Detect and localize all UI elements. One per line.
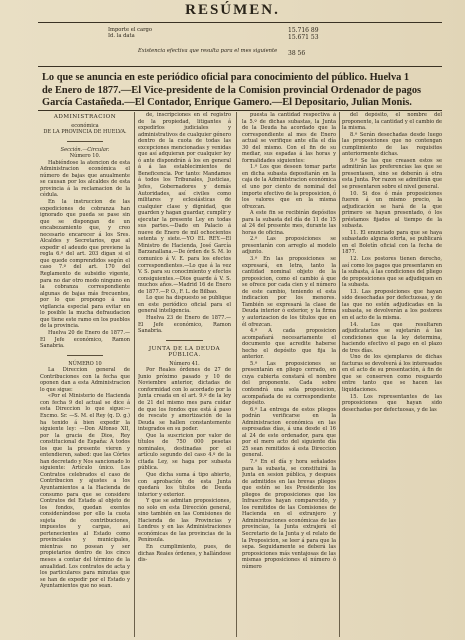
separator <box>67 141 103 142</box>
paragraph: 4.ª A cada proposicion acompañará necesariamente el documento que acredite haberse hecho el depósito que fija la anterior. <box>242 328 336 361</box>
paragraph: Que la suscricion por valor de títulos de 750 000 pesetas nominales, destinadas por el artículo segundo del caso 4.º de la citada Ley, se haga por subasta pública. <box>138 432 231 472</box>
masthead: RESÚMEN. <box>185 2 280 18</box>
column-4 <box>342 112 442 637</box>
section-heading: ADMINISTRACION <box>53 114 117 120</box>
paragraph: Que dicha suma á tipo abierto, con aprobación de esta Junta quedará los títulos de Deuda interior y exterior. <box>138 471 231 498</box>
paragraph: «Por el Ministerio de Hacienda con fecha 9 del actual se dice á esta Direccion lo que sigue:—Excmo. Sr. —S. M. el Rey (q. D. g.) ha tenido á bien expedir la siguiente ley: —Don Alfonso XII, por la gracia de Dios, Rey constitucional de España: A todos los que la presente vieren y entendieren, sabed: que las Córtes han decretado y Nos sancionado lo siguiente: Artículo único. Los Contratos celebrados el caso de Contribucion y ajustes a los Ayuntamientos a la Hacienda de consumo para que se considere Contratos del Estado al objeto de los fondos, quedan exentos considerándose por ello la cuota sujeta de contribuciones, impuestos y cargas, así pertenecientes al Estado como provinciales y municipales, mientras no posean y ser propietarios dentro de los cinco meses a contar del término de la anualidad. Los contratos de acta y los particulares para minutas que se han de expedir por el Estado y Ayuntamientos que no sean. <box>40 393 130 590</box>
section-number: Número 41. <box>169 360 200 367</box>
paragraph: 12. Los postores tienen derecho, así como los pagos que presentaren en la subasta, á las condiciones del pliego de proposiciones que se adjudiquen en la subasta. <box>342 256 442 289</box>
summary-row <box>108 33 360 39</box>
summary-value: 15.671 53 <box>288 34 319 41</box>
summary-block <box>108 27 360 60</box>
announcement-banner <box>42 72 464 110</box>
paragraph: de, inscripciones en el registro de la propiedad, litigantes á expedirlos judiciales y administrativos de cualquier género dentro de la cuota de todas las excepciones mencionadas y venidas que así adquieran por cualquier ley ó ante dispondrán á los en general á á las establecimientos de Beneficencia. Por tanto: Mandamos á todos los Tribunales, Justicias, Jefes, Gobernadores y demás Autoridades, así civiles como militares y eclesiásticas de cualquier clase y dignidad, que guarden y hagan guardar, cumplir y ejecutar la presente Ley en todas sus partes.—Dado en Palacio á nueve de Enero de mil ochocientos setenta y siete.—YO EL REY.—El Ministro de Hacienda, José García Barzanallana.—De órden de S. M. lo comunico á V. E. para los efectos correspondientes.—Lo que á la vez V. S. para su conocimiento y efectos consiguientes.—Dios guarde á V. S. muchos años.—Madrid 16 de Enero de 1877.—P. O., F. L. de Bilbao. <box>138 112 231 295</box>
section-type: Sección.—Circular. <box>60 146 110 153</box>
paragraph: 11. El enunciado para que se haya subastado alguna oferta, se publicará en el Boletín oficial con la fecha de 1877. <box>342 229 442 256</box>
paragraph: Por Reales órdenes de 27 de Junio próximo pasado y 10 de Noviembre anterior, dictadas de conformidad con lo acordado por la Junta creada en el art. 9.º de la ley de 21 del mismo mes para cuidar de que los fondos que está á paso de rescate y amortización de la Deuda se hallen constantemente integrados en su poder. <box>138 367 231 433</box>
paragraph: Lo que ha dispuesto se publique en este periódico oficial para el general inteligencia. <box>138 295 231 315</box>
column-1 <box>40 112 130 637</box>
header-rule <box>38 22 442 23</box>
paragraph: Habiéndose la atencion de esta Administracion económica el número de bajas que anualmente se causan por los alcaldes de esta provincia á la reclamacion de la cédula. <box>40 159 130 199</box>
banner-line: Lo que se anuncia en este periódico oficial para conocimiento del público. Huelva 1 <box>42 72 410 83</box>
paragraph: 14. Los que resultaren adjudicatarios se sujetarán á las condiciones que la ley determina, haciendo efectivo el pago en el plazo de tres días. <box>342 321 442 354</box>
column-divider <box>134 112 135 637</box>
paragraph: puesta la cantidad respectiva á la 5.º de dichas subastas, la Junta de la Deuda ha acordado que la correspondiente al mes de Enero actual se verifique ante ella el día 30 del mismo. Con el fin de su mediar, sus espadas á las horas y formalidades siguientes: <box>242 112 336 164</box>
paragraph: En la instruccion de las expediciones de cobranza han ignorado que pueda se pase sin que se dispongan de un encabezamiento que, y creo necesario encarecer á los Sres. Alcaldes y Secretarios, que al expedir el adeudo que previene la regla 6.ª del art. 203 digan si el que quede comprendidos según el caso 7.º del art. 170 del Reglamento de subsidio vigente, para no dar otro modo ninguno en la cobranza correspondiente algunas de bajas más frecuentes, por lo que propongo á una vigilancia especial para evitar en lo posible la mucha defraudacion que tiene este ramo en los pueblos de la provincia. <box>40 199 130 330</box>
column-3 <box>242 112 336 637</box>
section-subheading: económica <box>71 122 99 129</box>
paragraph: del depósito, el nombre del proponente, la cantidad y el cambio de la misma. <box>342 112 442 132</box>
paragraph: Huelva 23 de Enero de 1877.— El Jefe económico, Ramon Sanabria. <box>138 314 231 335</box>
section-heading: JUNTA DE LA DEUDA PÚBLICA. <box>148 345 221 359</box>
paragraph: A este fin se recibirán depósitos para la subasta del día de 11 de 15 al 24 del presente mes, durante las horas de oficina. <box>242 210 336 236</box>
paragraph: Huelva 20 de Enero de 1877.— El Jefe económico, Ramon Sanabria. <box>40 329 130 350</box>
section-subheading: DE LA PROVINCIA DE HUELVA. <box>43 129 127 136</box>
paragraph: 13. Las proposiciones que hayan sido desechadas por defectuosas, y de las que no estén adjudicadas en la subasta, se devolverán a los postores en el acto de la misma. <box>342 288 442 321</box>
paragraph: 15. Los representantes de las proposiciones que hayan sido desechadas por defectuosas, y de las <box>342 393 442 413</box>
summary-value: 15.716 89 <box>288 27 319 34</box>
summary-total-label: Existencia efectiva que resulta para el mes siguiente <box>138 48 278 54</box>
paragraph: 3.ª En las proposiciones se expresará, en letra, tanto la cantidad nominal objeto de la proposicion, como el cambio á que se ofrece por cada cien y el número de este cambio, teniendo el esta indicacion por los menores. También se expresará la clase de Deuda interior ó exterior, y la firma y autorizacion de los títulos que en él ofrezcan. <box>242 256 336 328</box>
summary-label: Importe el cargo <box>108 27 152 33</box>
paragraph: 2.ª Las proposiciones se presentarán con arreglo al modelo adjunto. <box>242 236 336 256</box>
banner-bottom-rule <box>38 110 442 111</box>
separator <box>166 340 203 341</box>
paragraph: 6.ª La entrega de estos pliegos podrán verificarse en la Administracion económica en las espresadas días, á una desde el 16 al 24 de este ordenador, para que por el mero acto del siguiente día 25 sean remitidos á esta Direccion general. <box>242 406 336 459</box>
column-divider <box>339 112 340 637</box>
paragraph: 9.ª Se las que creasen estos se admitirán las preferencias las que se presentasen, sino se deberán á otra esta Junta. Por razon se admitirán que se presentaren sobre el nivel general. <box>342 157 442 191</box>
paragraph: 5.ª Las proposiciones se presentarán en pliego cerrado, en cuya cubierta constará el nombre del proponente. Cada sobre contendrá una sola proposicion, acompañada de su correspondiente depósito. <box>242 360 336 407</box>
section-number: NÚMERO 10 <box>68 360 102 367</box>
column-2 <box>138 112 231 637</box>
paragraph: Uno de los ejemplares de dichas facturas se devolverá á los interesados en el acto de su presentación, á fin de que se conserven como resguardo entre tanto que se hacen las liquidaciones. <box>342 354 442 393</box>
banner-line: de Enero de 1877.—El Vice-presidente de la Comision provincial Ordenador de pagos <box>42 84 422 96</box>
summary-total-value: 38 56 <box>288 50 306 57</box>
paragraph: En cumplimiento, pues, de dichas Reales órdenes, y hallándose dis- <box>138 544 231 564</box>
separator <box>67 355 103 356</box>
banner-top-rule <box>38 66 442 67</box>
paragraph: 8.ª Serán desechadas desde luego las proposiciones que no contengan cumplimiento de las requisitos anteriormente dichas. <box>342 131 442 158</box>
section-number: Número 10. <box>69 153 101 160</box>
column-divider <box>236 112 237 637</box>
summary-label: Id. la data <box>108 33 135 39</box>
banner-line: García Castañeda.—El Contador, Enrique Gamero.—El Depositario, Julian Monis. <box>42 97 412 108</box>
paragraph: Y que se admitan proposiciones, no solo en esta Dirección general, sino también en las Comisiones de Hacienda de las Provincias y Londres y en las Administraciones económicas de las provincias de la Península. <box>138 498 231 544</box>
paragraph: 7.ª En el día y hora señalados para la subasta, se constituirá la Junta en sesion pública, y despues de admitidos en las brevas pliegos que estén se les Presidente los pliegos de proposiciones que los Infrascritos hayan comparecido, y los remitidos de las Comisiones de Hacienda en el extranjero y Administraciones económicas de las provincias, la Junta extrajerá el Secretario de la Junta y el relato de la Proposicion, se leer á para que la sepa. Seguidamente se deberá las proposiciones más ventajosas de las mismas proposiciones el número ó número <box>242 458 336 570</box>
paragraph: 1.ª Los que deseen tomar parte en dicha subasta depositarán en la caja de la Administracion económica el uno por ciento de nominal del importe efectivo de la proposicion, ó los valores que en la misma ofrezcan. <box>242 164 336 210</box>
paragraph: La Direccion general de Contribuciones con la fecha que oponen dan a esta Administracion lo que sigue: <box>40 367 130 393</box>
paragraph: 10. Si dos ó más proposiciones fueren á un mismo precio, la adjudicación se hará de la que primero se hayan presentado, ó los préstamos fijados al tiempo de la subasta. <box>342 190 442 230</box>
summary-figures <box>288 27 319 41</box>
